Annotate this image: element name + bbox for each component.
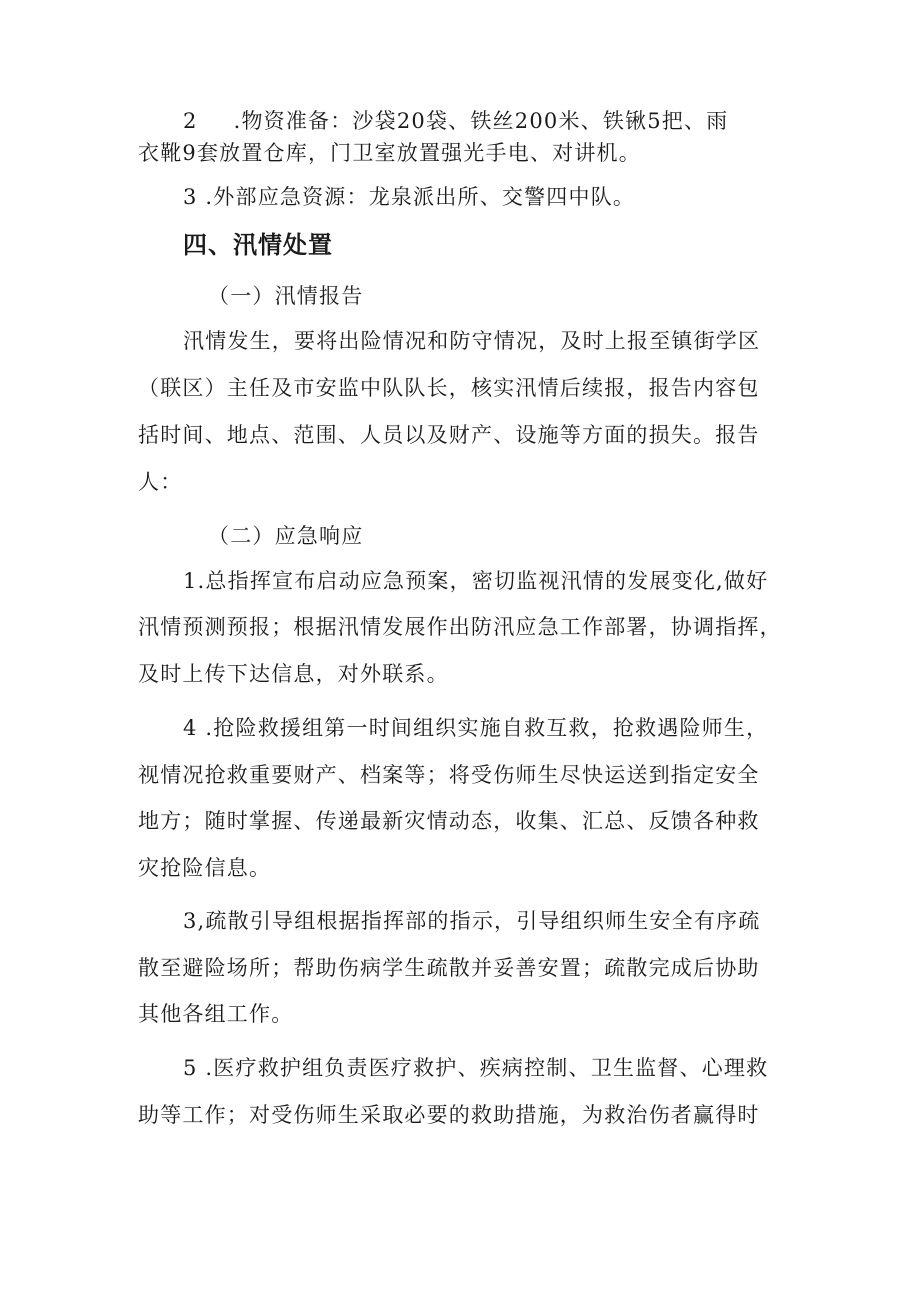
para-4-line-1: 4 .抢险救援组第一时间组织实施自救互救，抢救遇险师生， <box>183 716 769 740</box>
report-para-line-4: 人： <box>138 470 183 494</box>
para-1-line-2: 汛情预测预报；根据汛情发展作出防汛应急工作部署，协调指挥， <box>138 615 782 639</box>
para-3-line-1: 3,疏散引导组根据指挥部的指示，引导组织师生安全有序疏 <box>183 909 761 933</box>
report-para-line-3: 括时间、地点、范围、人员以及财产、设施等方面的损失。报告 <box>138 423 760 447</box>
item-2-line-1 <box>183 106 843 136</box>
para-1-line-3: 及时上传下达信息，对外联系。 <box>138 662 449 686</box>
para-3-line-3: 其他各组工作。 <box>138 1002 294 1026</box>
para-4-line-4: 灾抢险信息。 <box>138 856 272 880</box>
item-2-text: .物资准备：沙袋20袋、铁丝200米、铁锹5把、雨 <box>233 109 729 133</box>
item-3: 3 .外部应急资源：龙泉派出所、交警四中队。 <box>183 185 636 209</box>
para-4-line-3: 地方；随时掌握、传递最新灾情动态，收集、汇总、反馈各种救 <box>138 809 760 833</box>
para-3-line-2: 散至避险场所；帮助伤病学生疏散并妥善安置；疏散完成后协助 <box>138 956 760 980</box>
item-2-number: 2 <box>183 109 198 133</box>
para-4-line-2: 视情况抢救重要财产、档案等；将受伤师生尽快运送到指定安全 <box>138 763 760 787</box>
item-2-line-2: 衣靴9套放置仓库，门卫室放置强光手电、对讲机。 <box>138 141 641 165</box>
report-para-line-1: 汛情发生，要将出险情况和防守情况，及时上报至镇街学区 <box>183 329 761 353</box>
subsection-1-title: （一）汛情报告 <box>208 284 364 308</box>
para-5-line-2: 助等工作；对受伤师生采取必要的救助措施，为救治伤者赢得时 <box>138 1103 760 1127</box>
report-para-line-2: （联区）主任及市安监中队队长，核实汛情后续报，报告内容包 <box>138 376 760 400</box>
para-5-line-1: 5 .医疗救护组负责医疗救护、疾病控制、卫生监督、心理救 <box>183 1056 769 1080</box>
section-4-title: 四、汛情处置 <box>183 231 333 259</box>
para-1-line-1: 1.总指挥宣布启动应急预案，密切监视汛情的发展变化,做好 <box>183 569 769 593</box>
subsection-2-title: （二）应急响应 <box>208 524 364 548</box>
